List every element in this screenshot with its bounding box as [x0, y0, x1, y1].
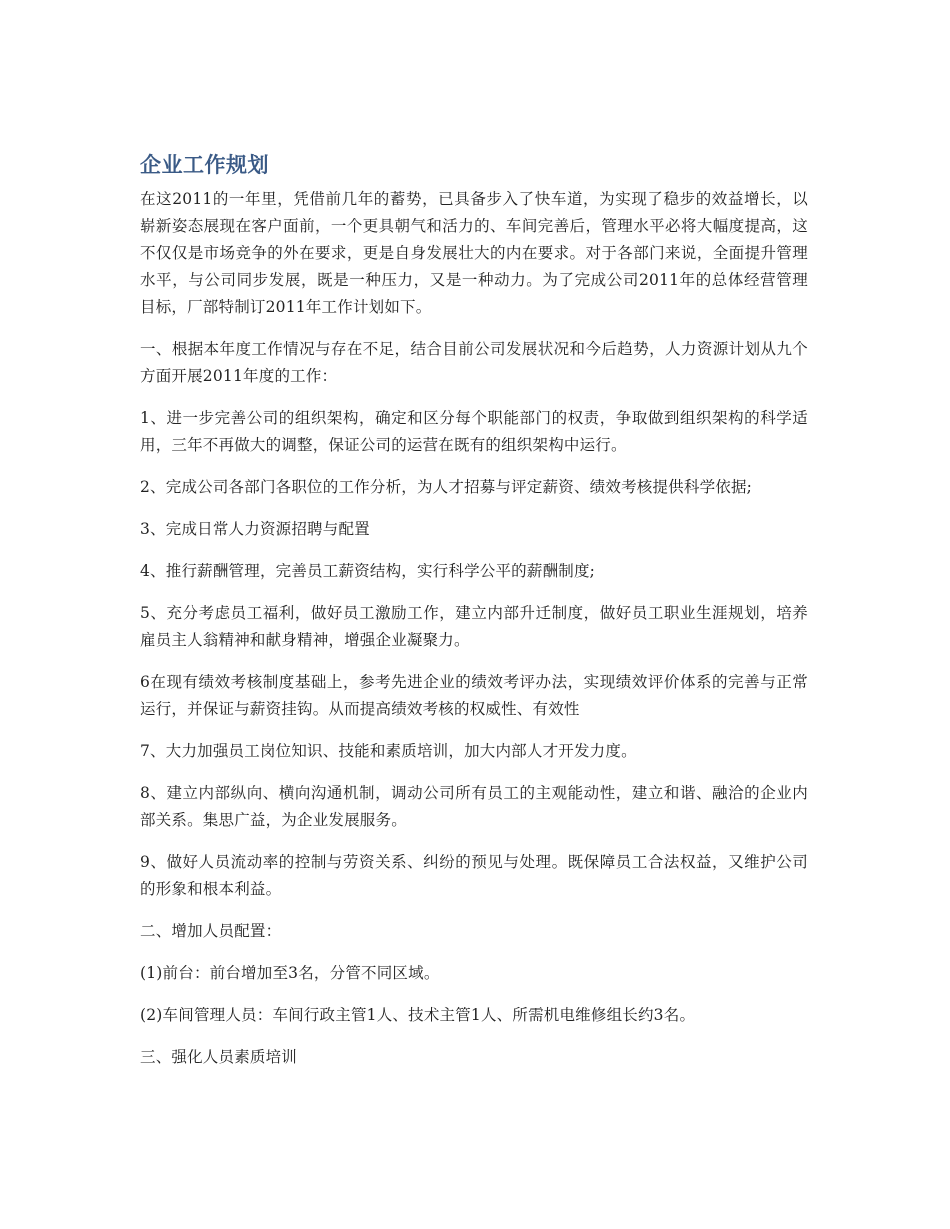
section-two-heading: 二、增加人员配置： [140, 922, 282, 940]
staffing-item-2: (2)车间管理人员：车间行政主管1人、技术主管1人、所需机电维修组长约3名。 [140, 1006, 696, 1024]
list-item-1: 1、进一步完善公司的组织架构，确定和区分每个职能部门的权责，争取做到组织架构的科学适用，三年不再做大的调整，保证公司的运营在既有的组织架构中运行。 [140, 409, 808, 454]
list-item-4: 4、推行薪酬管理，完善员工薪资结构，实行科学公平的薪酬制度; [140, 562, 596, 580]
staffing-item-1: (1)前台：前台增加至3名，分管不同区域。 [140, 964, 440, 982]
document-page [140, 148, 808, 1086]
intro-paragraph: 在这2011的一年里，凭借前几年的蓄势，已具备步入了快车道，为实现了稳步的效益增长，以崭新姿态展现在客户面前，一个更具朝气和活力的、车间完善后，管理水平必将大幅度提高，这不仅仅是市场竞争的外在要求，更是自身发展壮大的内在要求。对于各部门来说，全面提升管理水平，与公司同步发展，既是一种压力，又是一种动力。为了完成公司2011年的总体经营管理目标，厂部特制订2011年工作计划如下。 [140, 190, 808, 316]
list-item-2: 2、完成公司各部门各职位的工作分析，为人才招募与评定薪资、绩效考核提供科学依据; [140, 478, 753, 496]
list-item-6: 6在现有绩效考核制度基础上，参考先进企业的绩效考评办法，实现绩效评价体系的完善与正常运行，并保证与薪资挂钩。从而提高绩效考核的权威性、有效性 [140, 673, 808, 718]
list-item-8: 8、建立内部纵向、横向沟通机制，调动公司所有员工的主观能动性，建立和谐、融洽的企业内部关系。集思广益，为企业发展服务。 [140, 784, 808, 829]
list-item-3: 3、完成日常人力资源招聘与配置 [140, 520, 370, 538]
section-one-heading: 一、根据本年度工作情况与存在不足，结合目前公司发展状况和今后趋势，人力资源计划从九个方面开展2011年度的工作： [140, 340, 808, 385]
document-title: 企业工作规划 [140, 153, 269, 177]
list-item-5: 5、充分考虑员工福利，做好员工激励工作，建立内部升迁制度，做好员工职业生涯规划，培养雇员主人翁精神和献身精神，增强企业凝聚力。 [140, 604, 808, 649]
list-item-7: 7、大力加强员工岗位知识、技能和素质培训，加大内部人才开发力度。 [140, 742, 637, 760]
section-three-heading: 三、强化人员素质培训 [140, 1048, 298, 1066]
list-item-9: 9、做好人员流动率的控制与劳资关系、纠纷的预见与处理。既保障员工合法权益，又维护公司的形象和根本利益。 [140, 853, 808, 898]
